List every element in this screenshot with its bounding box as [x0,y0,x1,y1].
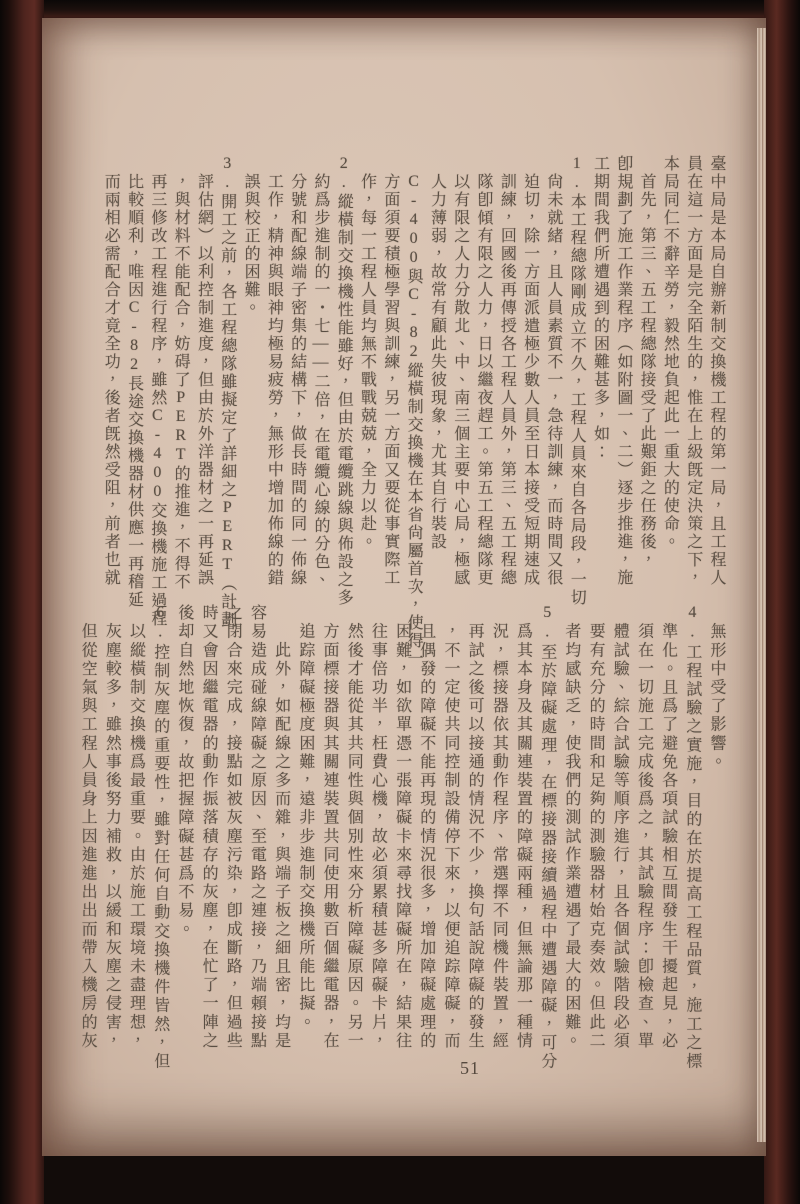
text-column: 1.本工程總隊剛成立不久，工程人員來自各局段，一切 [568,155,586,607]
text-column: 員在這一方面是完全陌生的，惟在上級旣定決策之下， [684,155,702,587]
text-column: 而兩相必需配合才竟全功，後者旣然受阻，前者也就 [102,155,120,587]
text-column: 迫切，除一方面派遣極少數人員至日本接受短期速成 [521,155,539,587]
register-top [95,155,725,668]
text-column: 此外，如配線之多而雜，與端子板之細且密，均是 [272,604,290,1051]
text-column: 工期間我們所遭遇到的困難甚多，如： [591,155,609,461]
text-column: 訓練，回國後再傳授各工程人員外，第三、五工程總 [498,155,516,587]
text-column: 灰塵較多，雖然事後努力補救，以緩和灰塵之侵害， [103,604,121,1051]
text-column: 以有限之人力分散北、中、南三個主要中心局，極感 [451,155,469,587]
text-column: 且偶發的障礙不能再現的情況很多，增加障礙處理的 [417,604,435,1051]
text-column: 誤與校正的困難。 [242,155,260,317]
text-column: 臺中局是本局自辦新制交換機工程的第一局，且工程人 [708,155,725,587]
text-column: 但從空氣與工程人員身上因進進出出而帶入機房的灰 [79,604,97,1051]
text-column: 人力薄弱，故常有顧此失彼現象，尤其自行裝設 [428,155,446,551]
text-column: 2.縱橫制交換機性能雖好，但由於電纜跳線與佈設之多 [335,155,353,607]
text-column: 比較順利，唯因C-82長途交換機器材供應一再稽延 [125,155,143,609]
book-cover-bottom-edge [0,1152,800,1204]
text-column: 容易造成碰線障礙之原因、至電路之連接，乃端賴接點 [248,604,266,1051]
text-column: 隊卽傾有限之人力，日以繼夜趕工。第五工程總隊更 [475,155,493,587]
page-number: 51 [460,1058,480,1078]
text-column: 方面須要積極學習與訓練，另一方面又要從事實際工 [381,155,399,587]
text-column: 卽規劃了施工作業程序（如附圖一、二）逐步推進，施 [614,155,632,587]
text-column: 體試驗、綜合試驗等順序進行，且各個試驗階段必須 [611,604,629,1051]
text-column: 評估網）以利控制進度，但由於外洋器材之一再延誤 [195,155,213,587]
text-column: 工作，精神與眼神均極易疲勞，無形中增加佈線的錯 [265,155,283,587]
text-column: 方面標接器與其關連裝置共同使用數百個繼電器，在 [321,604,338,1051]
text-column: 首先，第三、五工程總隊接受了此艱鉅之任務後， [638,155,656,569]
text-column: 6.控制灰塵的重要性，雖對任何自動交換機件皆然，但 [151,604,169,1071]
text-column: 3.開工之前，各工程總隊雖擬定了詳細之PERT（計劃 [218,155,236,629]
text-column: ，不一定使共同控制設備停下來，以便追踪障礙，而 [441,604,459,1051]
text-column: 往事倍功半，枉費心機，故必須累積甚多障礙卡片， [369,604,387,1051]
text-column: 5.至於障礙處理，在標接器接續過程中遭遇障礙，可分 [538,604,556,1071]
text-column: 再試之後可以接通的情況不少，換句話說障礙的發生 [466,604,484,1051]
text-column: 困難，如欲單憑一張障礙卡來尋找障礙所在，結果往 [393,604,411,1051]
book-cover-right-edge [764,0,800,1204]
text-column: 尙未就緒，且人員素質不一，急待訓練，而時間又很 [544,155,562,587]
text-column: 準化。且爲了避免各項試驗相互間發生干擾起見，必 [659,604,677,1051]
text-column: 追踪障礙極度困難，遠非步進制交換機所能比擬。 [296,604,314,1032]
text-column: ，與材料不能配合，妨碍了PERT的推進，不得不 [172,155,190,591]
text-column: 時又會因繼電器的動作振落積存的灰塵，在忙了一陣之 [200,604,218,1051]
text-column: 作，每一工程人員均無不戰戰兢兢，全力以赴。 [358,155,376,551]
text-column: 爲其本身及其關連裝置的障礙兩種，但無論那一種情 [514,604,532,1051]
text-column: 無形中受了影響。 [708,604,725,772]
text-column: 然後才能從其共同性與個別性來分析障礙原因。另一 [345,604,363,1051]
book-cover-left-edge [0,0,44,1204]
text-column: 再三修改工程進行程序，雖然C-400交換機施工過程 [148,155,166,628]
text-column: 4.工程試驗之實施，目的在於提高工程品質，施工之標 [683,604,701,1071]
text-column: 後却自然地恢復，故把握障礙甚爲不易。 [175,604,193,939]
text-column: 約爲步進制的一・七——二倍，在電纜心線的分色、 [311,155,329,589]
text-column: 以縱橫制交換機爲最重要。由於施工環境未盡理想， [127,604,145,1051]
text-column: 要有充分的時間和足夠的測驗器材始克奏效。但此二 [587,604,605,1051]
page-stack-edge [757,28,766,1142]
text-column: 須在一切施工完成後爲之，其試驗程序：卽檢查、單 [635,604,653,1051]
page [42,18,766,1156]
text-column: 況，標接器依其動作程序、常選擇不同機件裝置，經 [490,604,508,1051]
text-column: 分號和配線端子密集的結構下，做長時間的同一佈線 [288,155,306,587]
text-column: C-400與C-82縱橫制交換機在本省尙屬首次，使得一 [405,155,423,668]
text-column: 本局同仁不辭辛勞，毅然地負起此一重大的使命。 [661,155,679,551]
text-column: 者均感缺乏，使我們的測試作業遭遇了最大的困難。 [562,604,580,1051]
text-column: 之閉合來完成，接點如被灰塵污染，卽成斷路，但過些 [224,604,242,1051]
